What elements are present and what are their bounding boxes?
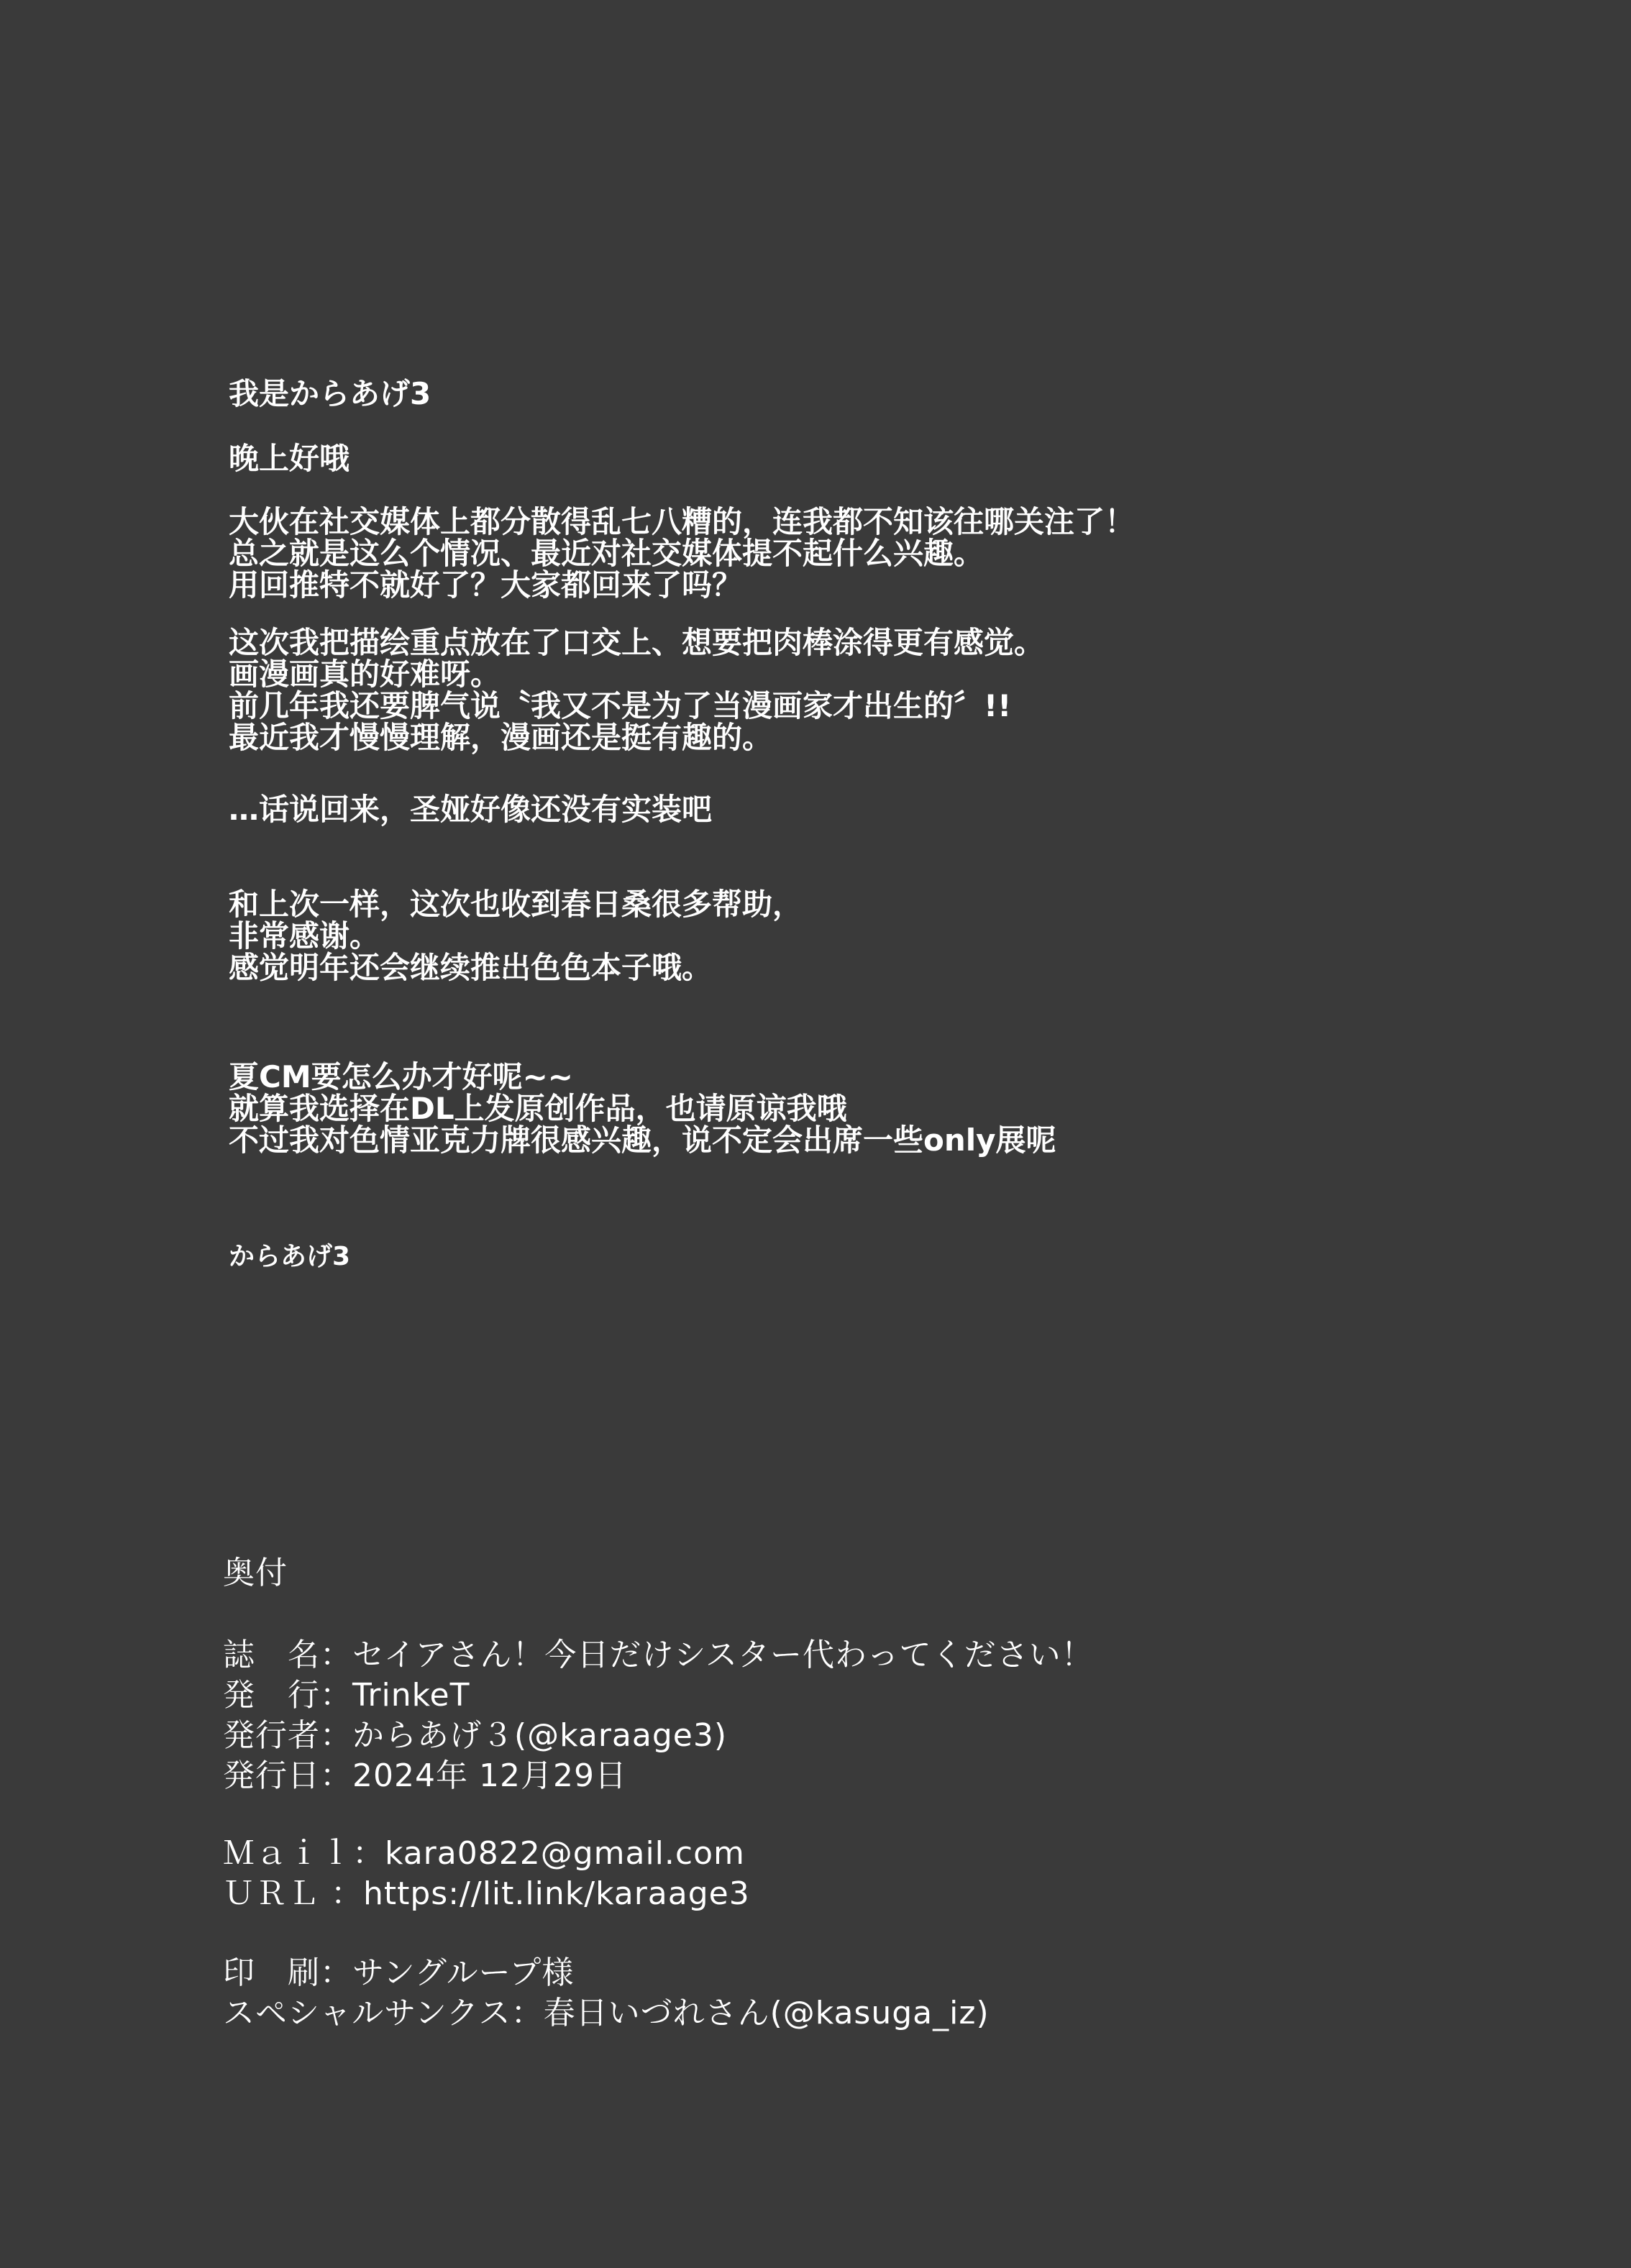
colophon-title: 誌 名：セイアさん！今日だけシスター代わってください！ [223,1637,1094,1673]
colophon-contact [223,1834,750,1914]
paragraph-line: 感觉明年还会继续推出色色本子哦。 [229,950,713,985]
colophon-publication-info [223,1635,1094,1796]
paragraph-line: 就算我选择在DL上发原创作品，也请原谅我哦 [229,1091,847,1126]
paragraph-line: 不过我对色情亚克力牌很感兴趣，说不定会出席一些only展呢 [229,1122,1056,1158]
colophon-heading-text: 奥付 [223,1555,288,1591]
colophon-printer: 印 刷：サングループ様 [223,1954,575,1991]
colophon-credits [223,1953,990,2034]
colophon-date: 発行日：2024年 12月29日 [223,1757,627,1794]
paragraph-line: 夏CM要怎么办才好呢~~ [229,1059,574,1094]
afterword-signature [229,1241,350,1273]
colophon-circle: 発 行：TrinkeT [223,1677,470,1714]
afterword-paragraph-4 [229,889,803,984]
colophon-thanks: スペシャルサンクス：春日いづれさん(@kasuga_iz) [223,1995,990,2031]
paragraph-line: 画漫画真的好难呀。 [229,657,501,692]
paragraph-line: 用回推特不就好了？大家都回来了吗？ [229,567,743,603]
colophon-publisher: 発行者：からあげ３(@karaage3) [223,1717,728,1754]
afterword-paragraph-1 [229,506,1135,601]
paragraph-line: 前几年我还要脾气说〝我又不是为了当漫画家才出生的〞!! [229,688,1012,723]
afterword-greeting [229,443,350,475]
afterword-paragraph-5 [229,1061,1056,1156]
paragraph-line: 和上次一样，这次也收到春日桑很多帮助， [229,887,803,922]
afterword-intro [229,378,431,410]
paragraph-line: 这次我把描绘重点放在了口交上、想要把肉棒涂得更有感觉。 [229,625,1045,660]
afterword-paragraph-3 [229,794,712,826]
paragraph-line: 大伙在社交媒体上都分散得乱七八糟的，连我都不知该往哪关注了！ [229,504,1136,539]
colophon-mail: Ｍａｉｌ：kara0822@gmail.com [223,1835,745,1872]
paragraph-line: 最近我才慢慢理解，漫画还是挺有趣的。 [229,720,773,755]
greeting-line: 晚上好哦 [229,441,350,476]
colophon-heading [223,1553,288,1593]
intro-line: 我是からあげ3 [229,376,431,411]
afterword-paragraph-2 [229,627,1044,754]
signature-line: からあげ3 [229,1242,351,1271]
paragraph-line: 非常感谢。 [229,918,380,954]
colophon-url: ＵＲＬ ：https://lit.link/karaage3 [223,1875,750,1912]
paragraph-line: …话说回来，圣娅好像还没有实装吧 [229,792,713,827]
paragraph-line: 总之就是这么个情况、最近对社交媒体提不起什么兴趣。 [229,536,984,571]
